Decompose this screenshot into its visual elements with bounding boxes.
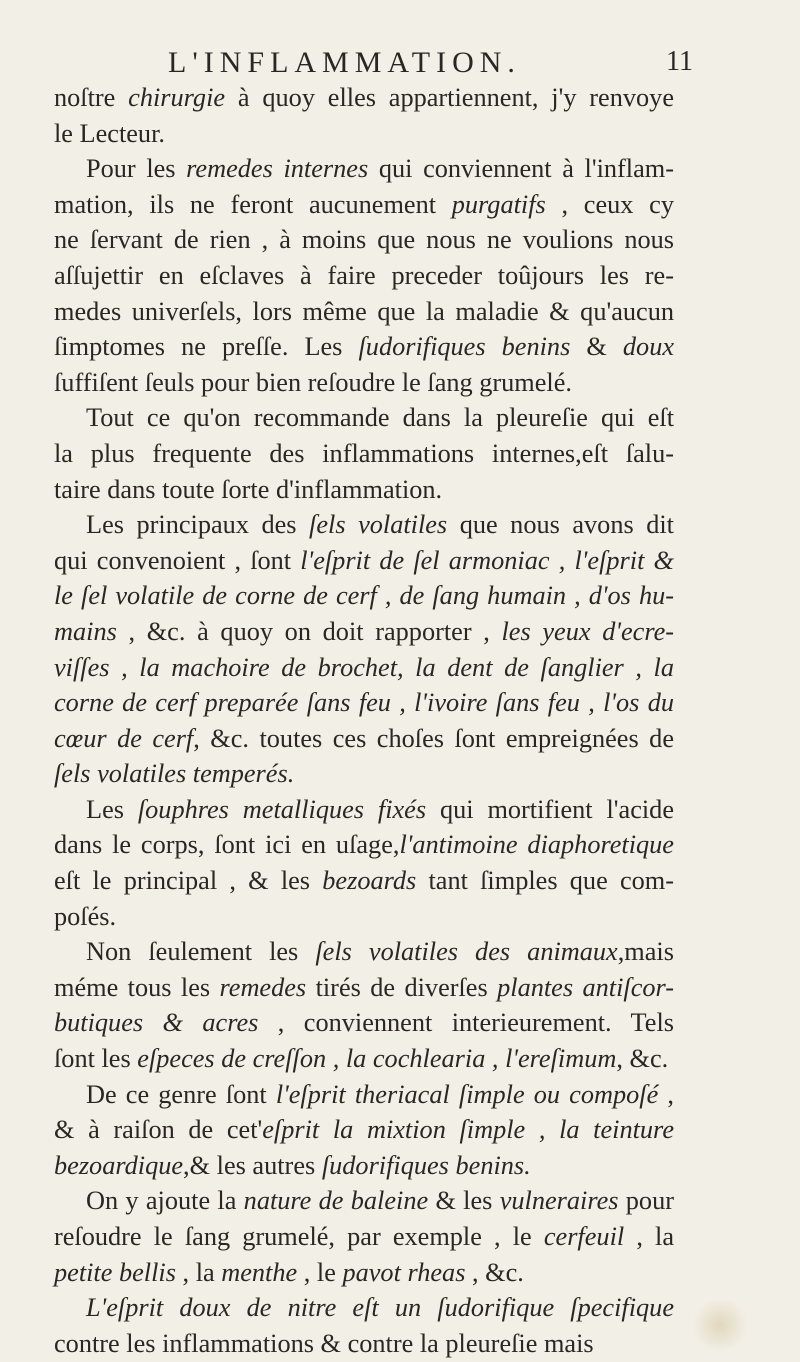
text-line: qui convenoient , ſont l'eſprit de ſel armoniac , l'eſprit & [54,545,674,575]
text-line: la plus frequente des inflammations internes,eſt ſalu- [54,438,674,468]
text-line: eſt le principal , & les bezoards tant ſimples que com- [54,866,674,896]
text-line: cœur de cerf, &c. toutes ces choſes ſont empreignées de [54,723,675,753]
text-line: Tout ce qu'on recommande dans la pleureſie qui eſt [86,403,674,433]
text-line: bezoardique,& les autres ſudorifiques benins. [54,1150,531,1180]
text-line: reſoudre le ſang grumelé, par exemple , le cerfeuil , la [54,1222,675,1251]
text-line: taire dans toute ſorte d'inflammation. [54,474,443,504]
text-line: noſtre chirurgie à quoy elles appartiennent, j'y renvoye [54,83,674,112]
text-line: le ſel volatile de corne de cerf , de ſang humain , d'os hu- [54,581,674,611]
text-line: mains , &c. à quoy on doit rapporter , les yeux d'ecre- [54,616,675,646]
text-line: butiques & acres , conviennent interieurement. Tels [54,1008,674,1038]
text-line: De ce genre ſont l'eſprit theriacal ſimple ou compoſé , [86,1079,674,1109]
text-line: medes univerſels, lors même que la maladie & qu'aucun [54,296,674,326]
running-title: L'INFLAMMATION. [168,46,521,79]
text-line: ſimptomes ne preſſe. Les ſudorifiques benins & doux [54,332,675,362]
text-line: ſont les eſpeces de creſſon , la cochlearia , l'ereſimum, &c. [54,1044,669,1074]
text-line: méme tous les remedes tirés de diverſes plantes antiſcor- [54,972,674,1002]
text-line: aſſujettir en eſclaves à faire preceder toûjours les re- [54,260,674,290]
text-line: ſels volatiles temperés. [54,759,295,789]
text-line: On y ajoute la nature de baleine & les vulneraires pour [86,1186,674,1216]
text-line: ſuffiſent ſeuls pour bien reſoudre le ſang grumelé. [54,367,572,397]
text-line: & à raiſon de cet'eſprit la mixtion ſimple , la teinture [54,1115,674,1145]
text-line: contre les inflammations & contre la pleureſie mais [54,1328,594,1358]
text-line: mation, ils ne feront aucunement purgatifs , ceux cy [54,189,674,219]
text-line: ne ſervant de rien , à moins que nous ne voulions nous [54,225,674,255]
text-line: viſſes , la machoire de brochet, la dent de ſanglier , la [54,652,674,682]
text-line: le Lecteur. [54,118,165,148]
text-line: dans le corps, ſont ici en uſage,l'antimoine diaphoretique [54,830,674,860]
text-line: Les principaux des ſels volatiles que nous avons dit [86,510,674,540]
text-line: petite bellis , la menthe , le pavot rheas , &c. [54,1257,524,1287]
text-line: Pour les remedes internes qui conviennent à l'inflam- [86,154,674,184]
paper-stain [690,1300,750,1350]
body-text [54,80,674,1361]
running-header [0,46,800,82]
text-line: L'eſprit doux de nitre eſt un ſudorifique ſpecifique [86,1293,674,1323]
text-line: corne de cerf preparée ſans feu , l'ivoire ſans feu , l'os du [54,688,674,718]
text-line: Les ſouphres metalliques fixés qui mortifient l'acide [86,794,674,824]
page-number: 11 [666,46,693,77]
text-line: poſés. [54,901,117,931]
text-line: Non ſeulement les ſels volatiles des animaux,mais [86,937,674,967]
